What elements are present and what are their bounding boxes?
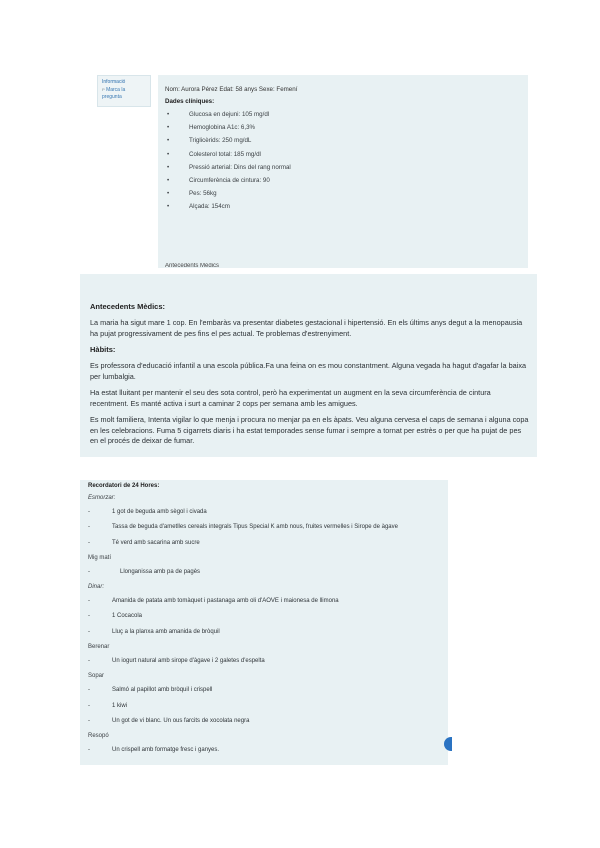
bullet-icon: • — [167, 150, 170, 158]
sidebar-item-pregunta[interactable]: pregunta — [102, 94, 122, 100]
list-item-text: Lluç a la planxa amb amanida de bròquil — [112, 628, 220, 635]
meal-heading: Sopar — [88, 673, 105, 680]
meal-heading: Esmorzar: — [88, 495, 116, 501]
bullet-icon: • — [167, 190, 170, 198]
list-item-text: Un iogurt natural amb sirope d'àgave i 2 galetes d'espelta — [112, 658, 265, 665]
list-item-text: Té verd amb sacarina amb sucre — [112, 539, 200, 546]
list-item-text: Glucosa en dejuni: 105 mg/dl — [189, 111, 270, 118]
sidebar-item-label: Marca la — [106, 87, 126, 93]
scroll-handle-icon[interactable] — [444, 737, 452, 751]
bullet-icon: - — [88, 598, 90, 605]
patient-header: Nom: Aurora Pérez Edat: 58 anys Sexe: Femení — [165, 86, 298, 93]
medical-history-title: Antecedents Mèdics: — [90, 302, 166, 311]
habits-title: Hàbits: — [90, 345, 116, 354]
list-item — [165, 136, 520, 145]
meal-heading: Mig matí — [88, 554, 112, 561]
list-item — [88, 523, 443, 532]
bullet-icon: - — [88, 539, 90, 546]
bullet-icon: - — [88, 613, 90, 620]
list-item — [88, 746, 443, 755]
bullet-icon: - — [88, 509, 90, 515]
list-item-text: Llonganissa amb pa de pagès — [120, 568, 201, 575]
list-item-text: Pes: 56kg — [189, 190, 217, 198]
list-item-text: Salmó al papillot amb bròquil i crispell — [112, 687, 213, 694]
bullet-icon: • — [167, 203, 170, 211]
list-item — [88, 508, 443, 517]
bullet-icon: • — [167, 111, 170, 118]
list-item-text: Hemoglobina A1c: 6,3% — [189, 124, 256, 132]
bullet-icon: • — [167, 176, 170, 184]
list-item-text: Alçada: 154cm — [189, 203, 230, 211]
list-item — [88, 612, 443, 621]
habits-paragraph: Es molt familiera, Intenta vigilar lo que menja i procura no menjar pa en els àpats. Veu alguna cervesa el caps de semana i alguna copa en les celebracions. Fuma 5 cigarrets diaris i ha estat temporades sense fumar i sempre a tornat per estrès o per que ha pujat de pes en el procés de deixar de fumar. — [90, 415, 529, 445]
list-item — [88, 717, 443, 726]
list-item-text: 1 kiwi — [112, 702, 128, 709]
list-item — [88, 702, 443, 711]
medical-history-text: La maria ha sigut mare 1 cop. En l'embaràs va presentar diabetes gestacional i hipertensió. En els últims anys degut a la menopausia ha pujat progressivament de pes fins el pes actual. Te problemas d'estrenyiment. — [90, 318, 523, 338]
bullet-icon: • — [167, 124, 170, 132]
list-item-text: Tassa de beguda d'ametlles cereals integrals Tipus Special K amb nous, fruites vermelles i Sirope de àgave — [112, 524, 398, 531]
meal-heading: Berenar — [88, 644, 110, 651]
list-item-text: Pressió arterial: Dins del rang normal — [189, 163, 291, 171]
clinical-title: Dades clíniques: — [165, 98, 215, 105]
list-item-text: 1 Cocacola — [112, 613, 143, 620]
list-item-text: Amanida de patata amb tomàquet i pastanaga amb oli d'AOVE i maionesa de llimona — [112, 598, 339, 605]
history-card — [80, 274, 537, 457]
recall-title: Recordatori de 24 Hores: — [88, 483, 160, 489]
bullet-icon: - — [88, 658, 90, 665]
truncated-line: Antecedents Mèdics — [165, 263, 220, 268]
list-item — [165, 110, 520, 119]
meal-heading: Resopó — [88, 733, 109, 740]
bullet-icon: - — [88, 702, 90, 709]
list-item — [88, 628, 443, 637]
flag-icon: P — [102, 87, 105, 92]
bullet-icon: - — [88, 717, 90, 724]
meal-heading: Dinar: — [88, 584, 105, 591]
list-item — [88, 568, 443, 577]
list-item-text: Triglicèrids: 250 mg/dL — [189, 137, 252, 145]
habits-paragraph: Ha estat lluitant per mantenir el seu des sota control, però ha experimentat un augment en la seva circumferència de cintura recentment. Es manté activa i surt a caminar 2 cops per semana amb les amigues. — [90, 388, 491, 408]
list-item — [165, 189, 520, 198]
clinical-list — [165, 110, 520, 211]
list-item — [88, 686, 443, 695]
list-item — [165, 163, 520, 172]
list-item-text: Un crispell amb formatge fresc i ganyes. — [112, 747, 220, 754]
sidebar-item-mark-question[interactable] — [98, 86, 150, 94]
info-sidebar — [97, 75, 151, 107]
list-item — [165, 176, 520, 185]
bullet-icon: • — [167, 163, 170, 171]
bullet-icon: • — [167, 137, 170, 145]
list-item — [88, 539, 443, 548]
bullet-icon: - — [88, 687, 90, 694]
list-item — [165, 150, 520, 159]
bullet-icon: - — [88, 628, 90, 635]
habits-paragraph: Es professora d'educació infantil a una escola pública.Fa una feina on es mou constantment. Alguna vegada ha hagut d'agafar la baixa per lumbalgia. — [90, 361, 527, 381]
recall-card — [80, 480, 448, 765]
list-item — [88, 597, 443, 606]
bullet-icon: - — [88, 524, 90, 531]
list-item — [88, 657, 443, 666]
list-item-text: Circumferència de cintura: 90 — [189, 176, 270, 184]
list-item-text: 1 got de beguda amb sègol i civada — [112, 509, 207, 515]
list-item-text: Un got de vi blanc. Un ous farcits de xocolata negra — [112, 717, 250, 724]
list-item — [165, 202, 520, 211]
bullet-icon: - — [88, 747, 90, 754]
list-item — [165, 123, 520, 132]
sidebar-item-informacio[interactable]: Informació — [102, 79, 126, 85]
patient-card — [158, 75, 528, 268]
bullet-icon: - — [88, 568, 90, 575]
list-item-text: Colesterol total: 185 mg/dl — [189, 150, 261, 158]
